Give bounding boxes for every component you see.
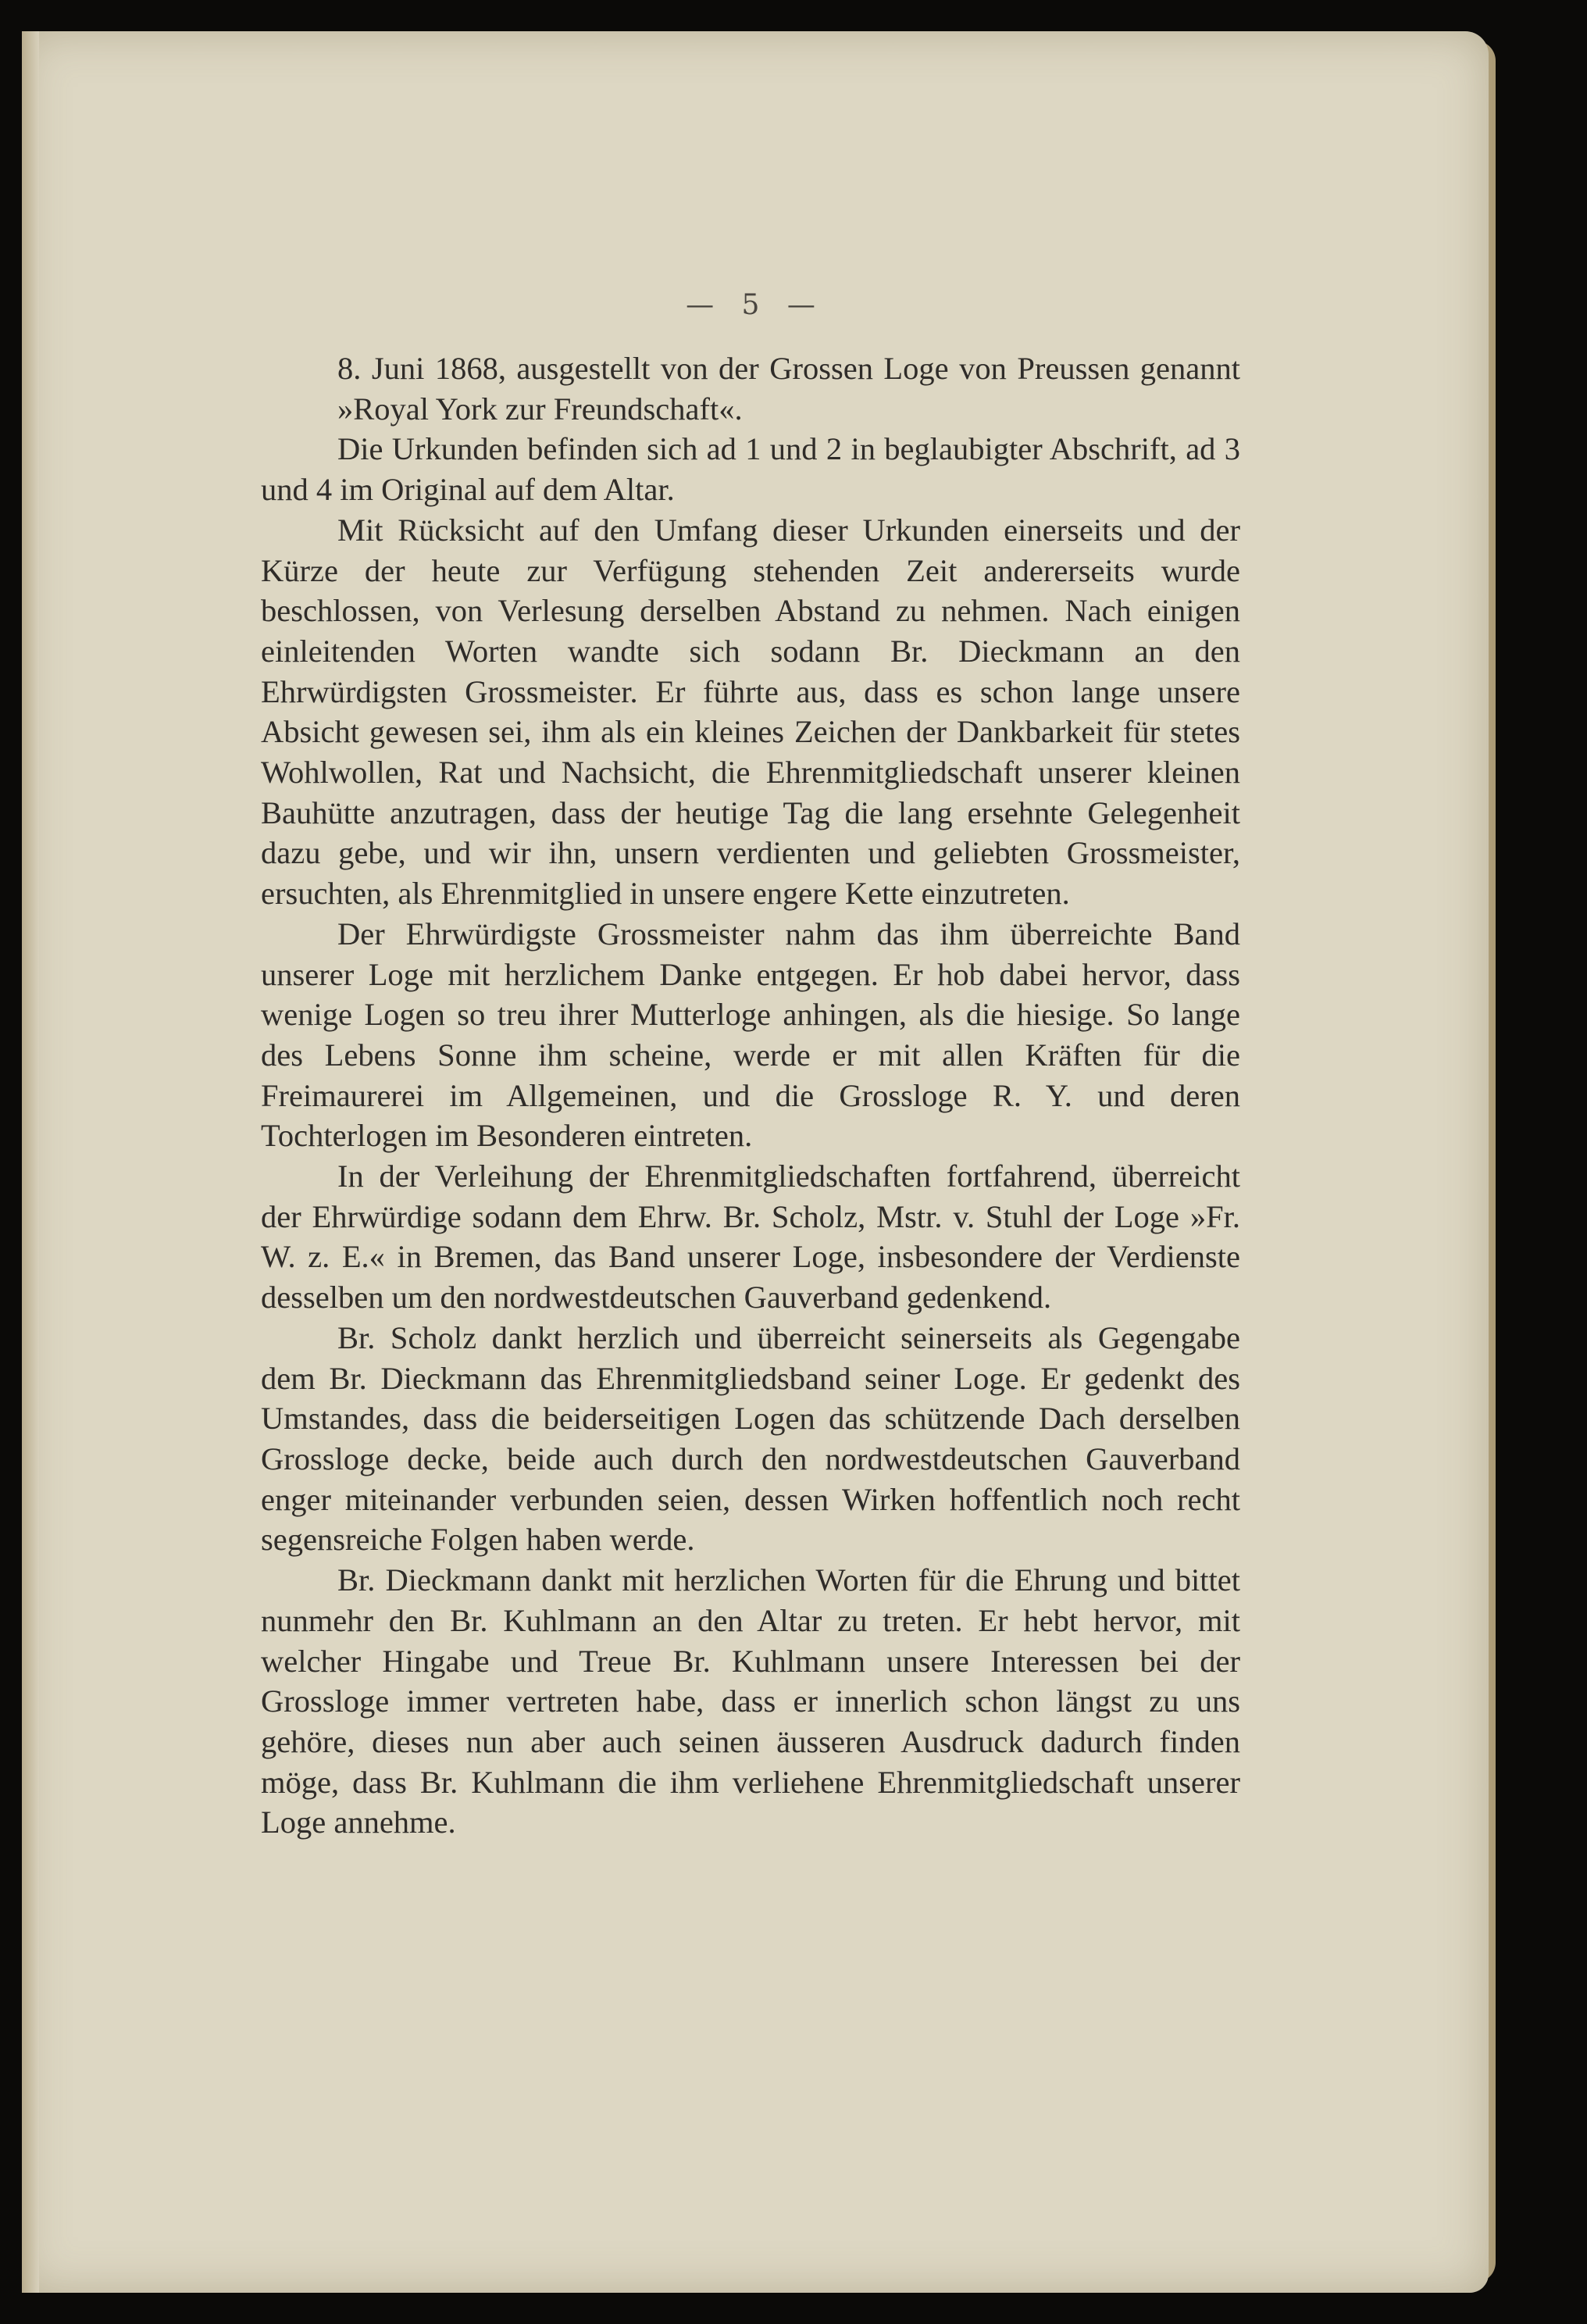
page-binding-edge (22, 31, 39, 2293)
paragraph: Die Urkunden befinden sich ad 1 und 2 in beglaubigter Abschrift, ad 3 und 4 im Original auf dem Altar. (261, 431, 1240, 508)
page-number: — 5 — (686, 289, 825, 321)
paragraph-continuation: 8. Juni 1868, ausgestellt von der Grossen Loge von Preussen genannt »Royal York zur Freundschaft«. (337, 351, 1240, 427)
paragraph: Der Ehrwürdigste Grossmeister nahm das ihm überreichte Band unserer Loge mit herzlichem Danke entgegen. Er hob dabei hervor, dass wenige Logen so treu ihrer Mutterloge anhingen, als die hiesige. So lange des Lebens Sonne ihm scheine, werde er mit allen Kräften für die Freimaurerei im Allgemeinen, und die Grossloge R. Y. und deren Tochterlogen im Besonderen eintreten. (261, 916, 1240, 1154)
paragraph: Mit Rücksicht auf den Umfang dieser Urkunden einerseits und der Kürze der heute zur Verfügung stehenden Zeit andererseits wurde beschlossen, von Verlesung derselben Abstand zu nehmen. Nach einigen einleitenden Worten wandte sich sodann Br. Dieckmann an den Ehrwürdigsten Grossmeister. Er führte aus, dass es schon lange unsere Absicht gewesen sei, ihm als ein kleines Zeichen der Dankbarkeit für stetes Wohlwollen, Rat und Nachsicht, die Ehrenmitgliedschaft unserer kleinen Bauhütte anzutragen, dass der heutige Tag die lang ersehnte Gelegenheit dazu gebe, und wir ihn, unsern verdienten und geliebten Grossmeister, ersuchten, als Ehrenmitglied in unsere engere Kette einzutreten. (261, 512, 1240, 912)
paragraph: Br. Scholz dankt herzlich und überreicht seinerseits als Gegengabe dem Br. Dieckmann das Ehrenmitgliedsband seiner Loge. Er gedenkt des Umstandes, dass die beiderseitigen Logen das schützende Dach derselben Grossloge decke, beide auch durch den nordwestdeutschen Gauverband enger miteinander verbunden seien, dessen Wirken hoffentlich noch recht segensreiche Folgen haben werde. (261, 1319, 1240, 1558)
paragraph: In der Verleihung der Ehrenmitgliedschaften fortfahrend, überreicht der Ehrwürdige sodann dem Ehrw. Br. Scholz, Mstr. v. Stuhl der Loge »Fr. W. z. E.« in Bremen, das Band unserer Loge, insbesondere der Verdienste desselben um den nordwestdeutschen Gauverband gedenkend. (261, 1158, 1240, 1316)
paragraph: Br. Dieckmann dankt mit herzlichen Worten für die Ehrung und bittet nunmehr den Br. Kuhlmann an den Altar zu treten. Er hebt hervor, mit welcher Hingabe und Treue Br. Kuhlmann unsere Interessen bei der Grossloge immer vertreten habe, dass er innerlich schon längst zu uns gehöre, dieses nun aber auch seinen äusseren Ausdruck dadurch finden möge, dass Br. Kuhlmann die ihm verliehene Ehrenmitgliedschaft unserer Loge annehme. (261, 1562, 1240, 1840)
body-text (261, 348, 1240, 1843)
